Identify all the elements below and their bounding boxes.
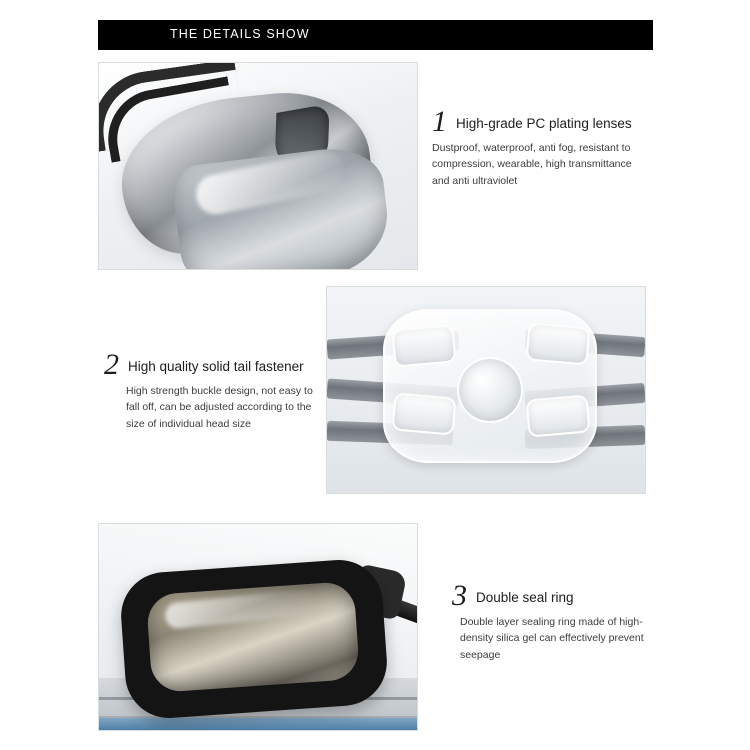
table-edge-strip <box>98 718 418 730</box>
buckle-arm-icon <box>525 394 590 437</box>
feature-heading-row-1 <box>432 104 682 138</box>
feature-block-3 <box>452 578 682 663</box>
feature-number-2: 2 <box>104 348 119 381</box>
table-line <box>98 716 418 718</box>
buckle-arm-icon <box>525 322 590 365</box>
feature-number-3: 3 <box>452 579 467 612</box>
feature-heading-row-3 <box>452 578 682 612</box>
feature-heading-2: High quality solid tail fastener <box>128 358 304 374</box>
feature-heading-1: High-grade PC plating lenses <box>456 115 632 131</box>
feature-heading-3: Double seal ring <box>476 589 574 605</box>
feature-body-3: Double layer sealing ring made of high-density silica gel can effectively prevent seepage <box>460 616 644 661</box>
buckle-arm-icon <box>391 324 456 367</box>
banner-title: THE DETAILS SHOW <box>170 27 310 41</box>
feature-photo-1 <box>98 62 418 270</box>
feature-block-2 <box>104 347 334 432</box>
feature-body-1: Dustproof, waterproof, anti fog, resistant to compression, wearable, high transmittance and anti ultraviolet <box>432 142 632 187</box>
buckle-arm-icon <box>391 392 456 435</box>
feature-photo-3 <box>98 523 418 731</box>
feature-heading-row-2 <box>104 347 334 381</box>
feature-block-1 <box>432 104 682 189</box>
buckle-center-icon <box>457 357 523 423</box>
feature-photo-2 <box>326 286 646 494</box>
feature-body-2: High strength buckle design, not easy to fall off, can be adjusted according to the size of individual head size <box>126 385 313 430</box>
feature-number-1: 1 <box>432 105 447 138</box>
